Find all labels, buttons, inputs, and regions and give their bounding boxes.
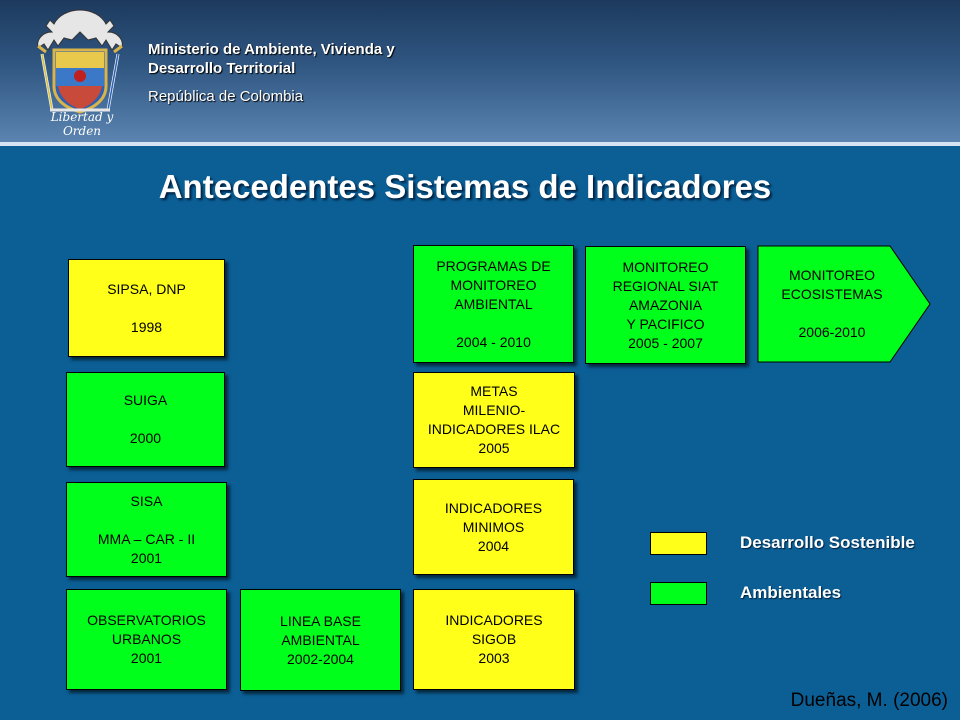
box-monitoreo-ecosistemas: MONITOREO ECOSISTEMAS 2006-2010 bbox=[781, 267, 883, 340]
box-linea-base: LINEA BASE AMBIENTAL 2002-2004 bbox=[240, 589, 401, 691]
legend-swatch-desarrollo-sostenible bbox=[650, 532, 707, 555]
box-metas-milenio: METAS MILENIO- INDICADORES ILAC 2005 bbox=[413, 372, 575, 468]
legend-label-ambientales: Ambientales bbox=[740, 583, 842, 602]
legend-swatch-ambientales bbox=[650, 582, 707, 605]
box-suiga: SUIGA 2000 bbox=[66, 372, 225, 467]
header-banner bbox=[0, 0, 960, 142]
box-indicadores-sigob: INDICADORES SIGOB 2003 bbox=[413, 589, 575, 690]
box-sisa: SISA MMA – CAR - II 2001 bbox=[66, 482, 227, 577]
box-indicadores-minimos: INDICADORES MINIMOS 2004 bbox=[413, 479, 574, 575]
box-observatorios: OBSERVATORIOS URBANOS 2001 bbox=[66, 589, 227, 690]
slide-title: Antecedentes Sistemas de Indicadores bbox=[158, 168, 772, 205]
ministry-name bbox=[148, 40, 395, 78]
box-programas-monitoreo: PROGRAMAS DE MONITOREO AMBIENTAL 2004 - 2010 bbox=[413, 245, 574, 363]
source-credit: Dueñas, M. (2006) bbox=[790, 690, 948, 711]
crest-motto: Libertad y Orden bbox=[50, 110, 114, 138]
republic-label: República de Colombia bbox=[148, 88, 304, 105]
ministry-line-2: Desarrollo Territorial bbox=[148, 60, 296, 77]
box-sipsa: SIPSA, DNP 1998 bbox=[68, 259, 225, 357]
box-monitoreo-regional: MONITOREO REGIONAL SIAT AMAZONIA Y PACIFICO 2005 - 2007 bbox=[585, 246, 746, 364]
legend-label-desarrollo-sostenible: Desarrollo Sostenible bbox=[740, 533, 915, 552]
ministry-line-1: Ministerio de Ambiente, Vivienda y bbox=[148, 41, 395, 58]
